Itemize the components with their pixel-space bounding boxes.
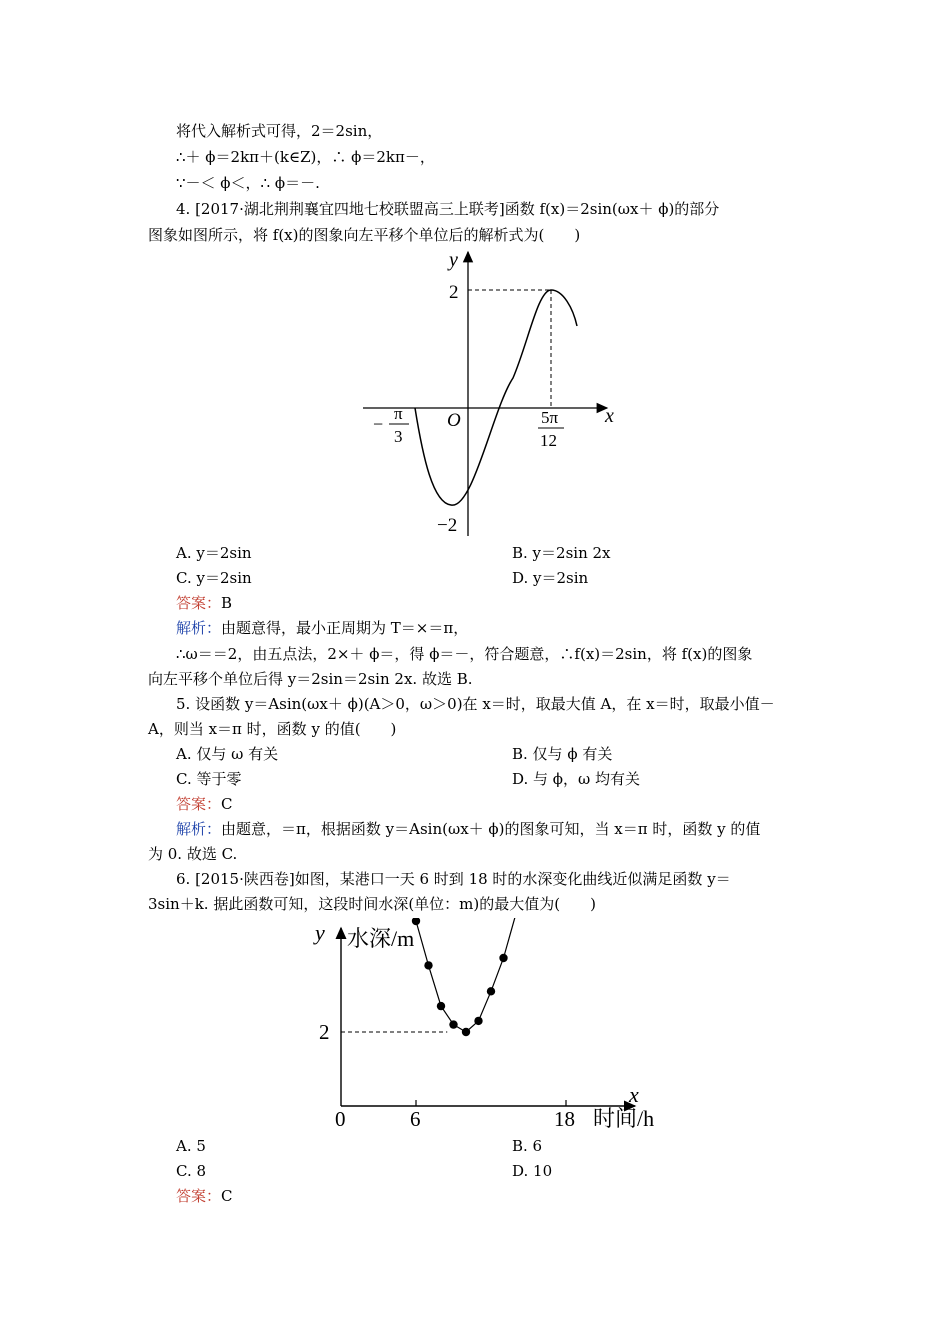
x-left-sign: − — [373, 414, 384, 434]
sine-curve — [415, 290, 577, 505]
q5-option-a: A. 仅与 ω 有关 — [176, 745, 279, 763]
q6-option-a: A. 5 — [176, 1137, 206, 1155]
x-right-den: 12 — [540, 431, 557, 450]
q4-option-c: C. y＝2sin — [176, 569, 252, 587]
q4-analysis-2: ∴ω＝＝2，由五点法，2×＋ ϕ＝，得 ϕ＝－，符合题意，∴f(x)＝2sin，将 f(x)的图象 — [176, 645, 753, 663]
origin-label: O — [447, 410, 461, 431]
y-axis-label: y — [449, 249, 458, 271]
solution-line-3: ∵－＜ ϕ＜，∴ ϕ＝－. — [176, 174, 320, 192]
q4-option-a: A. y＝2sin — [176, 544, 252, 562]
q4-option-d: D. y＝2sin — [512, 569, 589, 587]
x-tick-label-0: 0 — [335, 1107, 346, 1130]
q5-option-b: B. 仅与 ϕ 有关 — [512, 745, 613, 763]
answer-value: C — [221, 795, 233, 813]
answer-label: 答案： — [176, 795, 222, 813]
solution-line-2: ∴＋ ϕ＝2kπ＋(k∈Z)，∴ ϕ＝2kπ－， — [176, 148, 435, 166]
data-point-4 — [462, 1028, 470, 1036]
analysis-text: 由题意，＝π，根据函数 y＝Asin(ωx＋ ϕ)的图象可知，当 x＝π 时，函数 y 的值 — [221, 820, 761, 838]
x-axis-label: x — [605, 405, 614, 427]
data-point-0 — [412, 918, 420, 925]
q6-answer — [176, 1185, 233, 1207]
data-point-6 — [487, 987, 495, 995]
x-tick-label-18: 18 — [554, 1107, 575, 1130]
data-point-5 — [474, 1017, 482, 1025]
q4-stem-line-1: 4. [2017·湖北荆荆襄宜四地七校联盟高三上联考]函数 f(x)＝2sin(ωx＋ ϕ)的部分 — [176, 200, 720, 218]
q6-option-b: B. 6 — [512, 1137, 543, 1155]
chart-x-label: 时间/h — [593, 1106, 655, 1130]
q5-analysis-2: 为 0. 故选 C. — [148, 845, 238, 863]
chart-x-letter: x — [629, 1082, 639, 1107]
q6-option-c: C. 8 — [176, 1162, 207, 1180]
data-point-7 — [499, 954, 507, 962]
q5-answer — [176, 793, 233, 815]
data-point-1 — [424, 961, 432, 969]
q5-stem-line-2: A，则当 x＝π 时，函数 y 的值( ) — [148, 720, 397, 738]
q6-option-d: D. 10 — [512, 1162, 553, 1180]
answer-value: C — [221, 1187, 233, 1205]
answer-label: 答案： — [176, 594, 222, 612]
analysis-text: 由题意得，最小正周期为 T＝×＝π， — [221, 619, 469, 637]
q6-depth-chart — [313, 918, 673, 1130]
q4-analysis-1 — [176, 617, 468, 639]
x-left-num: π — [394, 404, 403, 423]
answer-value: B — [221, 594, 233, 612]
q4-stem-line-2: 图象如图所示，将 f(x)的图象向左平移个单位后的解析式为( ) — [148, 226, 581, 244]
analysis-label: 解析： — [176, 619, 222, 637]
q5-option-d: D. 与 ϕ，ω 均有关 — [512, 770, 641, 788]
q5-option-c: C. 等于零 — [176, 770, 242, 788]
q4-option-b: B. y＝2sin 2x — [512, 544, 611, 562]
q4-answer — [176, 592, 232, 614]
q6-stem-line-2: 3sin＋k. 据此函数可知，这段时间水深(单位：m)的最大值为( ) — [148, 895, 596, 913]
data-point-3 — [449, 1020, 457, 1028]
q4-sine-graph — [363, 248, 625, 538]
y-tick-label-2: 2 — [319, 1020, 330, 1044]
chart-y-label: 水深/m — [347, 926, 415, 951]
analysis-label: 解析： — [176, 820, 222, 838]
q5-stem-line-1: 5. 设函数 y＝Asin(ωx＋ ϕ)(A＞0，ω＞0)在 x＝时，取最大值 A，在 x＝时，取最小值－ — [176, 695, 775, 713]
depth-series-line — [416, 918, 566, 1032]
x-tick-label-6: 6 — [410, 1107, 421, 1130]
y-min-label: −2 — [437, 515, 458, 536]
x-left-den: 3 — [394, 427, 403, 446]
data-point-2 — [437, 1002, 445, 1010]
answer-label: 答案： — [176, 1187, 222, 1205]
q4-analysis-3: 向左平移个单位后得 y＝2sin＝2sin 2x. 故选 B. — [148, 670, 473, 688]
solution-line-1: 将代入解析式可得，2＝2sin， — [176, 122, 383, 140]
x-right-num: 5π — [541, 408, 559, 427]
chart-y-letter: y — [315, 920, 325, 945]
y-max-label: 2 — [449, 282, 459, 303]
q6-stem-line-1: 6. [2015·陕西卷]如图，某港口一天 6 时到 18 时的水深变化曲线近似满足函数 y＝ — [176, 870, 731, 888]
q5-analysis-1 — [176, 818, 760, 840]
